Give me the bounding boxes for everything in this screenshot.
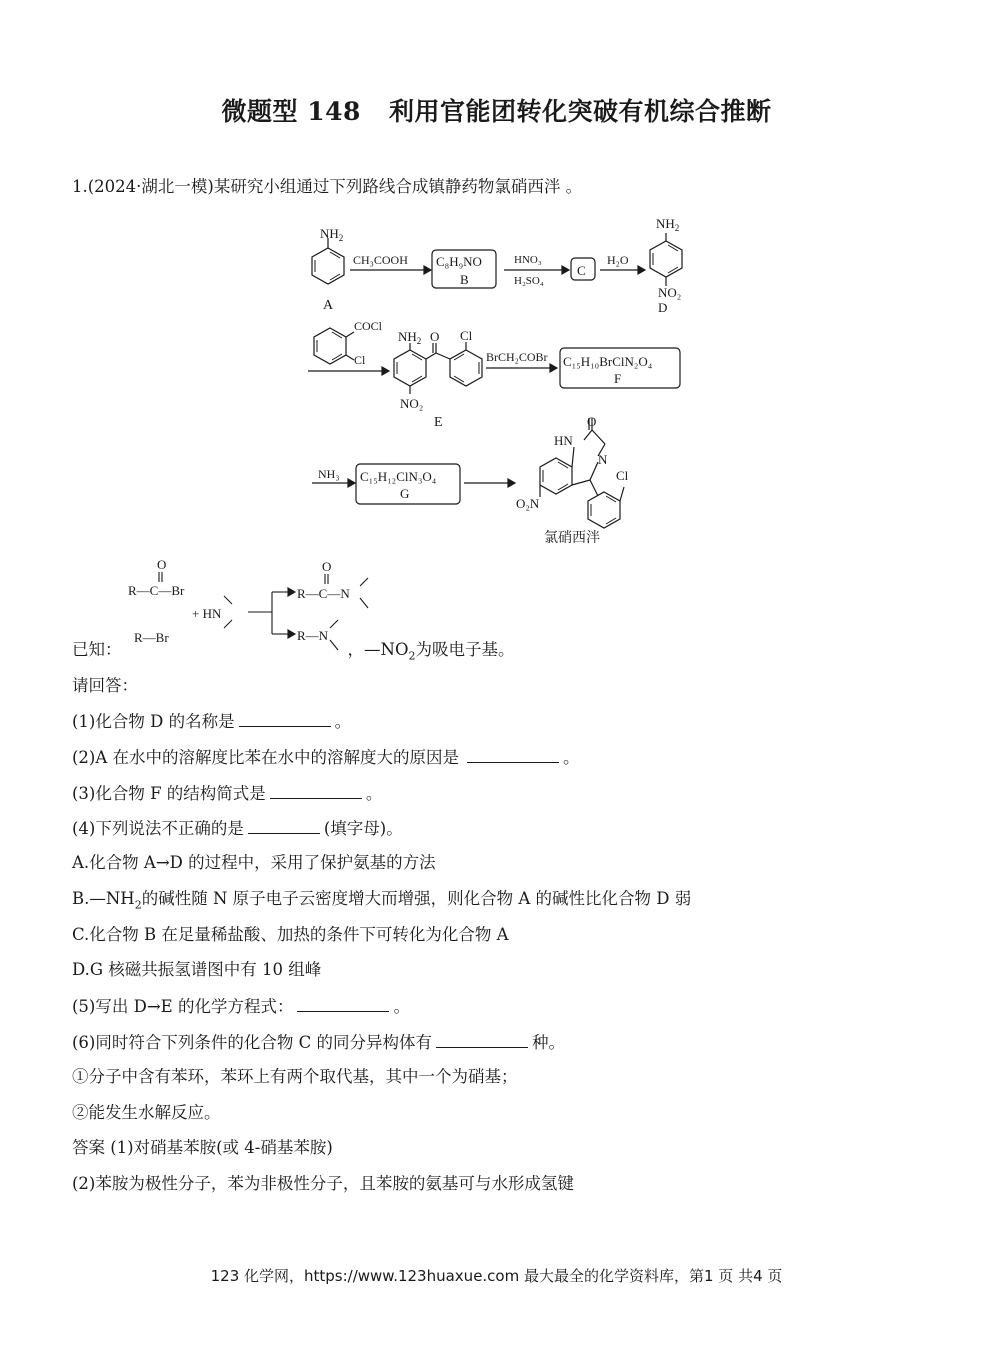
label-B: B: [460, 272, 469, 287]
nh2-label-E: $NH_2$: [398, 329, 422, 346]
known-line: [72, 639, 514, 667]
option-D: D.G 核磁共振氢谱图中有 10 组峰: [72, 960, 322, 979]
title-number: 微题型 148: [221, 97, 361, 126]
label-E: E: [434, 415, 443, 430]
n-label-product: N: [598, 452, 608, 467]
question-2: [72, 746, 580, 769]
answer-blank-4[interactable]: [248, 817, 320, 834]
formula-G: C₁₅H₁₂ClN₃O₄: [360, 469, 437, 484]
answer-blank-5[interactable]: [297, 995, 389, 1012]
known-tail: ，—NO: [347, 640, 409, 659]
reagent-acetic-acid: CH₃COOH: [353, 253, 408, 267]
known-label: 已知：: [72, 640, 122, 659]
known-o-2: O: [322, 559, 332, 574]
page-title: [0, 92, 993, 128]
known-tail-post: 为吸电子基。: [415, 640, 515, 659]
no2-label-D: NO₂: [658, 285, 682, 300]
answer-blank-1[interactable]: [239, 710, 331, 727]
cocl-label: COCl: [354, 319, 383, 333]
benzene-ring-E1: [394, 350, 426, 386]
ask-line: 请回答：: [72, 676, 138, 695]
option-B-pre: B.—NH: [72, 889, 135, 908]
option-B: [72, 888, 691, 916]
benzene-ring-acyl: [314, 328, 346, 364]
known-o-1: O: [157, 557, 167, 572]
label-C: C: [577, 263, 586, 278]
question-1-text: (1)化合物 D 的名称是: [72, 712, 235, 731]
answer-2: (2)苯胺为极性分子，苯为非极性分子，且苯胺的氨基可与水形成氢键: [72, 1174, 574, 1193]
question-4-text: (4)下列说法不正确的是: [72, 819, 244, 838]
period: 。: [563, 748, 580, 767]
option-B-post: 的碱性随 N 原子电子云密度增大而增强，则化合物 A 的碱性比化合物 D 弱: [141, 889, 692, 908]
o-label-product: O: [587, 414, 597, 429]
nh2-label-A: $NH_2$: [320, 226, 344, 243]
label-A: A: [323, 298, 334, 313]
question-4-tail: (填字母)。: [323, 819, 403, 838]
cl-label-acyl: Cl: [354, 353, 366, 367]
option-C: C.化合物 B 在足量稀盐酸、加热的条件下可转化为化合物 A: [72, 925, 509, 944]
cl-label-E: Cl: [460, 328, 473, 343]
known-alkyl-bromide: R—Br: [134, 630, 169, 645]
answer-1: 答案 (1)对硝基苯胺(或 4-硝基苯胺): [72, 1138, 333, 1157]
reagent-water: H₂O: [607, 253, 629, 267]
known-amide: R—C—N: [297, 586, 350, 601]
condition-2: ②能发生水解反应。: [72, 1103, 221, 1122]
label-F: F: [614, 371, 622, 386]
cl-label-product: Cl: [616, 468, 629, 483]
question-4: [72, 817, 403, 840]
benzene-ring-P1: [540, 458, 572, 494]
condition-1: ①分子中含有苯环，苯环上有两个取代基，其中一个为硝基；: [72, 1067, 518, 1086]
benzene-ring-E2: [450, 350, 482, 386]
page-footer: 123 化学网，https://www.123huaxue.com 最大最全的化学资料库，第1 页 共4 页: [210, 1267, 783, 1285]
period: 。: [334, 712, 352, 731]
hn-label-product: HN: [554, 433, 573, 448]
option-A: A.化合物 A→D 的过程中，采用了保护氨基的方法: [72, 853, 436, 872]
reagent-ammonia: NH₃: [318, 467, 340, 481]
period: 。: [393, 997, 410, 1016]
formula-F: C₁₅H₁₀BrClN₂O₄: [563, 354, 653, 369]
question-3: [72, 782, 382, 805]
label-G: G: [400, 486, 410, 501]
question-3-text: (3)化合物 F 的结构简式是: [72, 784, 266, 803]
answer-blank-3[interactable]: [270, 782, 362, 799]
reagent-sulfuric-acid: H₂SO₄: [514, 275, 544, 287]
question-5: [72, 995, 410, 1018]
answer-blank-6[interactable]: [436, 1031, 528, 1048]
known-amine: + HN: [192, 606, 222, 621]
formula-B: C₈H₉NO: [436, 254, 482, 269]
benzene-ring-D: [650, 241, 682, 277]
option-B-sub: 2: [134, 898, 142, 912]
label-D: D: [658, 300, 668, 315]
known-alkyl-amine: R—N: [297, 628, 329, 643]
reagent-bromoacetyl-bromide: BrCH₂COBr: [486, 350, 548, 364]
question-6-tail: 种。: [532, 1033, 565, 1052]
o2n-label-product: O₂N: [516, 496, 540, 511]
known-tail-sub: 2: [408, 649, 416, 663]
title-text: 利用官能团转化突破有机综合推断: [388, 97, 772, 126]
period: 。: [365, 784, 383, 803]
benzene-ring-P2: [588, 492, 620, 528]
question-2-text: (2)A 在水中的溶解度比苯在水中的溶解度大的原因是: [72, 748, 460, 767]
answer-blank-2[interactable]: [467, 746, 559, 763]
question-5-text: (5)写出 D→E 的化学方程式：: [72, 997, 294, 1016]
known-acyl-bromide: R—C—Br: [128, 583, 185, 598]
nh2-label-D: $NH_2$: [656, 216, 680, 233]
question-intro: 1.(2024·湖北一模)某研究小组通过下列路线合成镇静药物氯硝西泮 。: [72, 177, 583, 196]
no2-label-E: NO₂: [400, 396, 424, 411]
product-name: 氯硝西泮: [544, 531, 600, 546]
question-1: [72, 710, 351, 733]
question-6: [72, 1031, 565, 1054]
benzene-ring-A: [312, 248, 344, 284]
reagent-nitric-acid: HNO₃: [514, 254, 542, 266]
o-label-E: O: [430, 329, 440, 344]
question-6-text: (6)同时符合下列条件的化合物 C 的同分异构体有: [72, 1033, 432, 1052]
synthesis-scheme: [0, 200, 993, 550]
